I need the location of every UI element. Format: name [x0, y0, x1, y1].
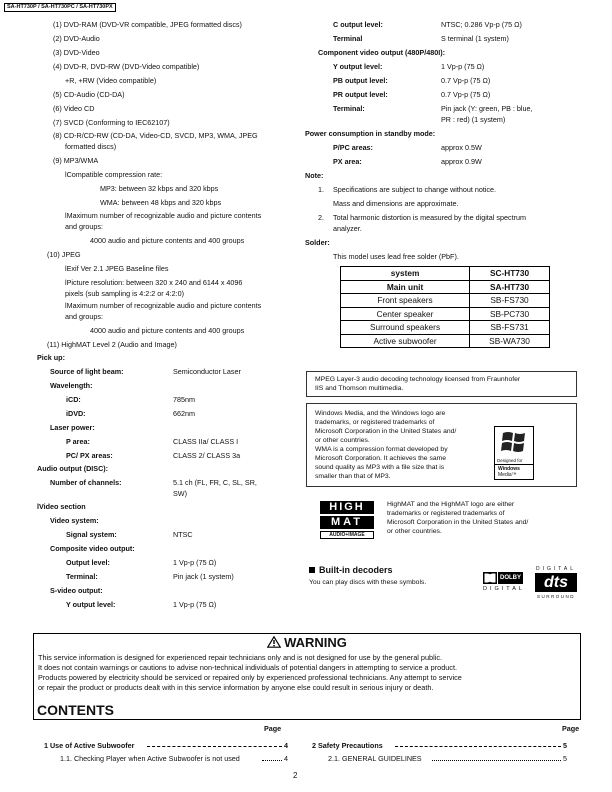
component-title: Component video output (480P/480I): — [318, 48, 445, 57]
spec-value: Pin jack (1 system) — [173, 572, 234, 581]
video-section-title: lVideo section — [37, 502, 86, 511]
format-line: (3) DVD-Video — [53, 48, 100, 57]
format-line: (5) CD-Audio (CD-DA) — [53, 90, 125, 99]
windows-logo-band — [495, 464, 533, 479]
table-row — [341, 280, 550, 294]
toc-page-number: 4 — [284, 754, 288, 763]
format-line: lMaximum number of recognizable audio and picture contents — [65, 211, 262, 220]
format-line: 4000 audio and picture contents and 400 groups — [90, 326, 245, 335]
dts-top-text: DIGITAL — [535, 566, 577, 572]
toc-entry[interactable]: 1 Use of Active Subwoofer — [44, 741, 135, 750]
dts-logo — [535, 566, 577, 604]
pickup-title: Pick up: — [37, 353, 65, 362]
highmat-logo-text: MAT — [320, 516, 374, 529]
format-line: lExif Ver 2.1 JPEG Baseline files — [65, 264, 169, 273]
format-line: WMA: between 48 kbps and 320 kbps — [100, 198, 222, 207]
table-cell: Center speaker — [341, 307, 470, 321]
format-line: (6) Video CD — [53, 104, 95, 113]
highmat-logo-text: HIGH — [320, 501, 374, 514]
spec-value: 662nm — [173, 409, 195, 418]
format-line: +R, +RW (Video compatible) — [65, 76, 157, 85]
toc-page-number: 4 — [284, 741, 288, 750]
note-text: Mass and dimensions are approximate. — [333, 199, 459, 208]
spec-value: Semiconductor Laser — [173, 367, 241, 376]
table-row — [341, 307, 550, 321]
spec-label: Terminal — [333, 34, 363, 43]
format-line: lPicture resolution: between 320 x 240 and 6144 x 4096 — [65, 278, 243, 287]
format-line: MP3: between 32 kbps and 320 kbps — [100, 184, 219, 193]
toc-entry[interactable]: 2 Safety Precautions — [312, 741, 383, 750]
table-cell: SC-HT730 — [470, 267, 550, 281]
table-cell: Surround speakers — [341, 321, 470, 335]
note-text: analyzer. — [333, 224, 362, 233]
dts-bottom-text: SURROUND — [536, 594, 575, 599]
spec-value: SW) — [173, 489, 187, 498]
spec-label: PX area: — [333, 157, 362, 166]
page-number: 2 — [293, 771, 298, 780]
standby-title: Power consumption in standby mode: — [305, 129, 436, 138]
toc-page-number: 5 — [563, 754, 567, 763]
spec-value: 5.1 ch (FL, FR, C, SL, SR, — [173, 478, 257, 487]
dts-main-text: dts — [535, 573, 577, 592]
note-text: Specifications are subject to change without notice. — [333, 185, 497, 194]
toc-leader — [432, 760, 561, 761]
format-line: (7) SVCD (Conforming to IEC62107) — [53, 118, 170, 127]
highmat-notice-line: HighMAT and the HighMAT logo are either — [387, 501, 515, 508]
format-line: (9) MP3/WMA — [53, 156, 99, 165]
spec-value: Pin jack (Y: green, PB : blue, — [441, 104, 533, 113]
solder-text: This model uses lead free solder (PbF). — [333, 252, 459, 261]
spec-value: 1 Vp-p (75 Ω) — [441, 62, 485, 71]
windows-notice-line: Microsoft Corporation. It achieves the same — [315, 455, 447, 462]
spec-value: S terminal (1 system) — [441, 34, 509, 43]
windows-logo-text: Media™ — [498, 472, 517, 478]
page-column-label: Page — [562, 724, 580, 733]
note-title: Note: — [305, 171, 324, 180]
table-cell: system — [341, 267, 470, 281]
format-line: (2) DVD-Audio — [53, 34, 100, 43]
spec-label: C output level: — [333, 20, 383, 29]
windows-notice-line: Windows Media, and the Windows logo are — [315, 410, 446, 417]
spec-value: 1 Vp-p (75 Ω) — [173, 558, 217, 567]
table-cell: Active subwoofer — [341, 334, 470, 348]
dolby-digital-label: DIGITAL — [483, 586, 525, 592]
spec-label: iDVD: — [66, 409, 86, 418]
warning-title: WARNING — [284, 635, 347, 650]
warning-line: Products powered by electricity should be serviced or repaired only by experienced professional technicians. Any attempt to service — [38, 673, 462, 682]
dolby-digital-logo — [483, 572, 525, 594]
warning-title-row — [34, 635, 580, 650]
windows-notice-box — [306, 403, 577, 487]
highmat-notice-line: or other countries. — [387, 528, 442, 535]
spec-label: Output level: — [66, 558, 110, 567]
windows-notice-line: or other countries. — [315, 437, 370, 444]
solder-title: Solder: — [305, 238, 330, 247]
mpeg-notice-line: MPEG Layer-3 audio decoding technology licensed from Fraunhofer — [315, 376, 521, 383]
spec-label: Composite video output: — [50, 544, 135, 553]
toc-leader — [147, 746, 282, 747]
highmat-notice-line: Microsoft Corporation in the United States and/ — [387, 519, 529, 526]
spec-value: approx 0.5W — [441, 143, 482, 152]
format-line: lCompatible compression rate: — [65, 170, 163, 179]
spec-label: Y output level: — [66, 600, 116, 609]
table-cell: SB-FS731 — [470, 321, 550, 335]
highmat-logo — [320, 501, 374, 539]
spec-value: NTSC — [173, 530, 193, 539]
spec-label: Wavelength: — [50, 381, 93, 390]
format-line: 4000 audio and picture contents and 400 groups — [90, 236, 245, 245]
format-line: and groups: — [65, 312, 103, 321]
square-bullet-icon — [309, 567, 315, 573]
spec-label: Source of light beam: — [50, 367, 124, 376]
spec-label: Terminal: — [66, 572, 98, 581]
spec-label: Number of channels: — [50, 478, 122, 487]
toc-entry[interactable]: 2.1. GENERAL GUIDELINES — [328, 754, 422, 763]
page-column-label: Page — [264, 724, 282, 733]
spec-label: PB output level: — [333, 76, 388, 85]
spec-label: Signal system: — [66, 530, 117, 539]
table-cell: SA-HT730 — [470, 280, 550, 294]
spec-label: PC/ PX areas: — [66, 451, 113, 460]
mpeg-notice-line: IIS and Thomson multimedia. — [315, 385, 404, 392]
spec-value: CLASS IIa/ CLASS I — [173, 437, 239, 446]
spec-value: CLASS 2/ CLASS 3a — [173, 451, 241, 460]
spec-value: 0.7 Vp-p (75 Ω) — [441, 90, 491, 99]
spec-label: Laser power: — [50, 423, 95, 432]
warning-line: This service information is designed for experienced repair technicians only and is not designed for use by the general public. — [38, 653, 442, 662]
dolby-text: DOLBY — [498, 572, 523, 584]
format-line: (4) DVD-R, DVD-RW (DVD-Video compatible) — [53, 62, 200, 71]
toc-page-number: 5 — [563, 741, 567, 750]
format-line: (8) CD-R/CD-RW (CD-DA, Video-CD, SVCD, MP3, WMA, JPEG — [53, 131, 258, 140]
spec-value: PR : red) (1 system) — [441, 115, 506, 124]
format-line: pixels (sub sampling is 4:2:2 or 4:2:0) — [65, 289, 185, 298]
table-row — [341, 334, 550, 348]
windows-notice-line: Microsoft Corporation in the United States and/ — [315, 428, 457, 435]
format-line: lMaximum number of recognizable audio and picture contents — [65, 301, 262, 310]
spec-label: iCD: — [66, 395, 81, 404]
note-text: Total harmonic distortion is measured by the digital spectrum — [333, 213, 526, 222]
format-line: (1) DVD-RAM (DVD-VR compatible, JPEG formatted discs) — [53, 20, 242, 29]
warning-box — [33, 633, 581, 720]
windows-media-logo — [494, 426, 534, 480]
spec-value: 785nm — [173, 395, 195, 404]
windows-flag-icon — [495, 427, 533, 457]
spec-value: NTSC; 0.286 Vp-p (75 Ω) — [441, 20, 522, 29]
system-model-table — [340, 266, 550, 348]
table-row — [341, 267, 550, 281]
table-cell: SB-PC730 — [470, 307, 550, 321]
spec-value: 0.7 Vp-p (75 Ω) — [441, 76, 491, 85]
highmat-logo-text: AUDIO+IMAGE — [320, 531, 374, 539]
decoders-text: You can play discs with these symbols. — [309, 579, 427, 586]
windows-notice-line: smaller than that of MP3. — [315, 473, 391, 480]
windows-logo-text: Designed for — [497, 458, 523, 463]
spec-label: P/PC areas: — [333, 143, 373, 152]
dolby-dd-icon — [483, 572, 497, 584]
contents-title: CONTENTS — [37, 702, 114, 718]
spec-label: P area: — [66, 437, 90, 446]
audio-output-title: Audio output (DISC): — [37, 464, 109, 473]
table-cell: SB-FS730 — [470, 294, 550, 308]
spec-label: Terminal: — [333, 104, 365, 113]
table-cell: Front speakers — [341, 294, 470, 308]
highmat-notice-line: trademarks or registered trademarks of — [387, 510, 505, 517]
toc-leader — [395, 746, 561, 747]
format-line: and groups: — [65, 222, 103, 231]
windows-notice-line: sound quality as MP3 with a file size that is — [315, 464, 445, 471]
warning-line: It does not contain warnings or cautions to advise non-technical individuals of potential dangers in attempting to service a product. — [38, 663, 458, 672]
spec-label: Y output level: — [333, 62, 383, 71]
spec-label: PR output level: — [333, 90, 388, 99]
table-row — [341, 294, 550, 308]
mpeg-notice-box — [306, 371, 577, 397]
toc-entry[interactable]: 1.1. Checking Player when Active Subwoofer is not used — [60, 754, 240, 763]
document-header-label: SA-HT730P / SA-HT730PC / SA-HT730PX — [4, 3, 116, 12]
table-row — [341, 321, 550, 335]
warning-triangle-icon — [267, 636, 281, 648]
windows-notice-line: WMA is a compression format developed by — [315, 446, 448, 453]
table-cell: SB-WA730 — [470, 334, 550, 348]
warning-text — [38, 653, 578, 693]
format-line: (11) HighMAT Level 2 (Audio and Image) — [47, 340, 177, 349]
windows-logo-text: Windows — [498, 466, 520, 472]
spec-label: Video system: — [50, 516, 99, 525]
note-number: 1. — [318, 185, 324, 194]
table-cell: Main unit — [341, 280, 470, 294]
spec-label: S-video output: — [50, 586, 103, 595]
warning-line: or repair the product or products dealt with in this service information by anyone else could result in serious injury or death. — [38, 683, 434, 692]
spec-value: approx 0.9W — [441, 157, 482, 166]
toc-leader — [262, 760, 282, 761]
windows-notice-line: trademarks, or registered trademarks of — [315, 419, 435, 426]
decoders-title: Built-in decoders — [319, 565, 393, 575]
spec-value: 1 Vp-p (75 Ω) — [173, 600, 217, 609]
format-line: formatted discs) — [65, 142, 117, 151]
format-line: (10) JPEG — [47, 250, 81, 259]
note-number: 2. — [318, 213, 324, 222]
